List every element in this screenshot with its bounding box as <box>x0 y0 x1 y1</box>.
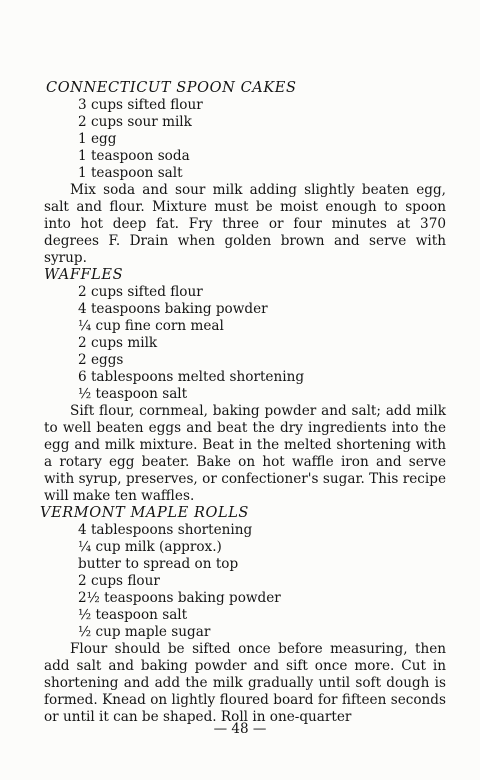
ingredient-item: ½ teaspoon salt <box>78 607 188 623</box>
ingredient-item: 1 teaspoon salt <box>78 165 183 181</box>
directions-spoon-cakes: Mix soda and sour milk adding slightly beaten egg, salt and flour. Mixture must be moist enough to spoon into hot deep fat. Fry three or four minutes at 370 degrees F. Drain when golden brown and serve with syrup. <box>44 182 446 266</box>
ingredient-item: ½ cup maple sugar <box>78 624 211 640</box>
ingredient-list-spoon-cakes <box>44 97 446 182</box>
directions-maple-rolls: Flour should be sifted once before measuring, then add salt and baking powder and sift once more. Cut in shortening and add the milk gradually until soft dough is formed. Knead on lightly floured board for fifteen seconds or until it can be shaped. Roll in one-quarter <box>44 641 446 725</box>
ingredient-item: 2½ teaspoons baking powder <box>78 590 281 606</box>
ingredient-item: ½ teaspoon salt <box>78 386 188 402</box>
ingredient-item: butter to spread on top <box>78 556 239 572</box>
ingredient-item: 4 tablespoons shortening <box>78 522 253 538</box>
page-number: — 48 — <box>213 721 267 737</box>
ingredient-item: 1 teaspoon soda <box>78 148 190 164</box>
directions-waffles: Sift flour, cornmeal, baking powder and salt; add milk to well beaten eggs and beat the dry ingredients into the egg and milk mixture. Beat in the melted shortening with a rotary egg beater. Bake on hot waffle iron and serve with syrup, preserves, or confectioner's sugar. This recipe will make ten waffles. <box>44 403 446 504</box>
ingredient-item: ¼ cup milk (approx.) <box>78 539 222 555</box>
ingredient-item: 2 cups flour <box>78 573 160 589</box>
recipe-page <box>40 80 446 726</box>
ingredient-item: 2 cups milk <box>78 335 158 351</box>
recipe-title-maple-rolls: VERMONT MAPLE ROLLS <box>40 505 249 521</box>
ingredient-item: 3 cups sifted flour <box>78 97 203 113</box>
ingredient-item: 1 egg <box>78 131 117 147</box>
ingredient-item: 6 tablespoons melted shortening <box>78 369 305 385</box>
recipe-title-spoon-cakes: CONNECTICUT SPOON CAKES <box>46 80 297 96</box>
ingredient-item: 2 eggs <box>78 352 124 368</box>
ingredient-item: 4 teaspoons baking powder <box>78 301 268 317</box>
ingredient-item: 2 cups sifted flour <box>78 284 203 300</box>
ingredient-item: ¼ cup fine corn meal <box>78 318 224 334</box>
ingredient-item: 2 cups sour milk <box>78 114 192 130</box>
ingredient-list-waffles <box>44 284 446 403</box>
ingredient-list-maple-rolls <box>44 522 446 641</box>
recipe-title-waffles: WAFFLES <box>44 267 124 283</box>
